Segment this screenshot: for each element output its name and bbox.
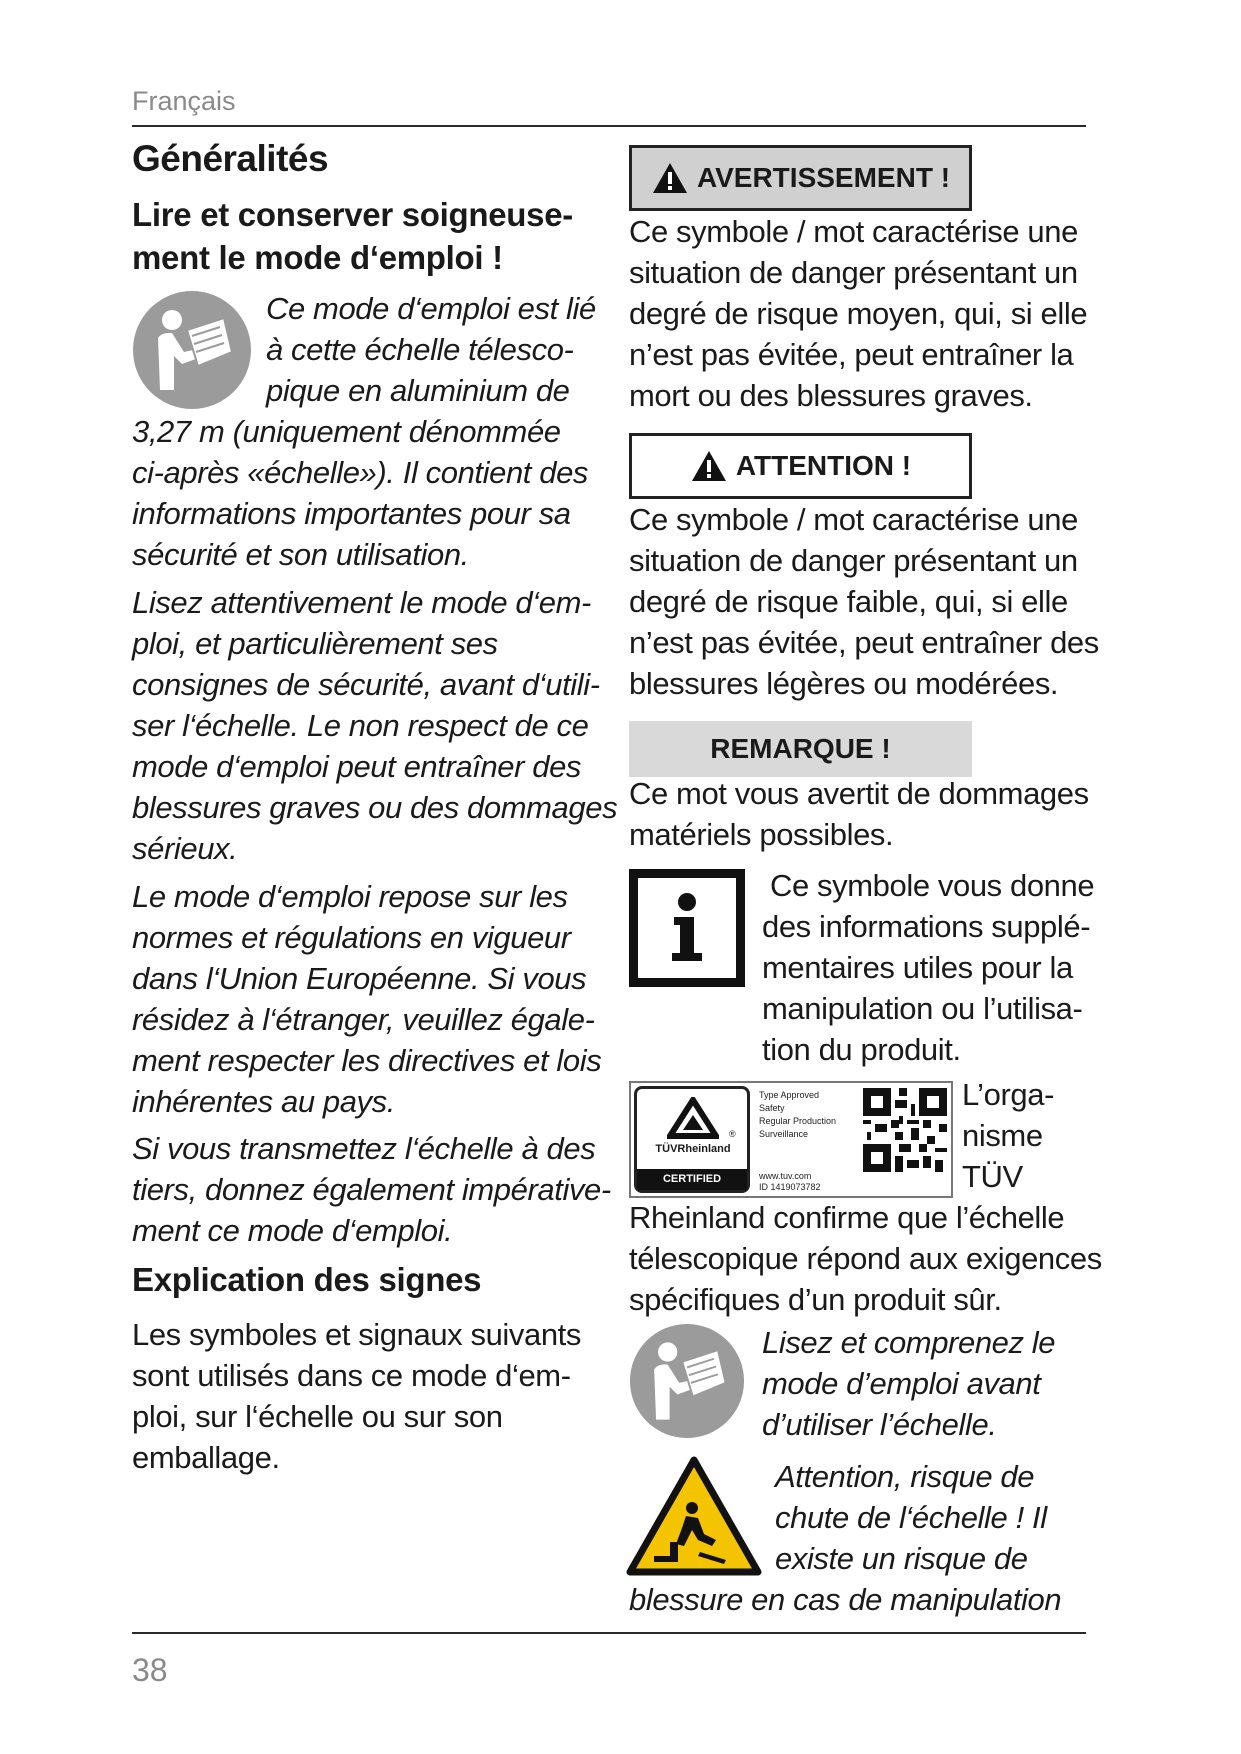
text-line: nisme	[962, 1118, 1043, 1153]
signs-paragraph	[132, 1314, 581, 1478]
header-rule	[132, 125, 1086, 127]
remark-label: REMARQUE !	[710, 733, 891, 764]
read-manual-icon	[132, 290, 252, 410]
tuv-logo-block	[634, 1086, 750, 1193]
text-line: n’est pas évitée, peut entraîner des	[629, 625, 1099, 660]
text-line: Si vous transmettez l‘échelle à des	[132, 1131, 596, 1166]
text-line: normes et régulations en vigueur	[132, 920, 571, 955]
read-manual-description	[762, 1322, 1055, 1445]
text-line: chute de l‘échelle ! Il	[775, 1500, 1047, 1535]
text-line: blessures graves ou des dommages	[132, 790, 618, 825]
text-line: résidez à l‘étranger, veuillez égale-	[132, 1002, 595, 1037]
warning-label-box	[629, 145, 972, 211]
text-line: télescopique répond aux exigences	[629, 1241, 1102, 1276]
tuv-line: Surveillance	[759, 1129, 809, 1139]
text-line: sont utilisés dans ce mode d‘em-	[132, 1358, 571, 1393]
text-line: mort ou des blessures graves.	[629, 378, 1033, 413]
text-line: situation de danger présentant un	[629, 255, 1078, 290]
text-line: à cette échelle télesco-	[266, 332, 574, 367]
text-line: sérieux.	[132, 831, 238, 866]
text-line: existe un risque de	[775, 1541, 1028, 1576]
text-line: Le mode d‘emploi repose sur les	[132, 879, 568, 914]
fall-hazard-description: blessure en cas de manipulation	[629, 1582, 1062, 1617]
remark-label-box	[629, 721, 972, 777]
text-line: Rheinland confirme que l’échelle	[629, 1200, 1065, 1235]
eu-norms-paragraph	[132, 876, 601, 1122]
subheading-line: ment le mode d‘emploi !	[132, 239, 503, 276]
text-line: dans l‘Union Européenne. Si vous	[132, 961, 587, 996]
text-line: mode d’emploi avant	[762, 1366, 1041, 1401]
footer-rule	[132, 1632, 1086, 1634]
tuv-brand: TÜVRheinland	[655, 1143, 731, 1155]
tuv-line: Regular Production	[759, 1116, 837, 1126]
text-line: 3,27 m (uniquement dénommée	[132, 414, 561, 449]
text-line: sécurité et son utilisation.	[132, 537, 469, 572]
third-party-paragraph	[132, 1128, 611, 1251]
language-label: Français	[132, 86, 236, 116]
info-icon	[629, 869, 745, 987]
tuv-id: ID 1419073782	[759, 1182, 821, 1192]
intro-text	[132, 411, 588, 575]
text-line: L’orga-	[962, 1077, 1054, 1112]
remark-description	[629, 773, 1089, 855]
text-line: mode d‘emploi peut entraîner des	[132, 749, 582, 784]
text-line: Lisez et comprenez le	[762, 1325, 1056, 1360]
text-line: Ce symbole / mot caractérise une	[629, 502, 1078, 537]
text-line: emballage.	[132, 1440, 280, 1475]
tuv-line: Safety	[759, 1103, 785, 1113]
tuv-side-text	[962, 1074, 1054, 1197]
text-line: ci-après «échelle»). Il contient des	[132, 455, 589, 490]
attention-label-box	[629, 433, 972, 499]
text-line: consignes de sécurité, avant d‘utili-	[132, 667, 600, 702]
tuv-url: www.tuv.com	[759, 1171, 812, 1181]
text-line: tiers, donnez également impérative-	[132, 1172, 611, 1207]
text-line: Attention, risque de	[775, 1459, 1035, 1494]
attention-description	[629, 499, 1099, 704]
warning-label: AVERTISSEMENT !	[696, 162, 951, 193]
warning-description	[629, 211, 1087, 416]
text-line: Lisez attentivement le mode d‘em-	[132, 585, 591, 620]
text-line: ploi, sur l‘échelle ou sur son	[132, 1399, 503, 1434]
text-line: manipulation ou l’utilisa-	[762, 991, 1083, 1026]
info-description	[762, 865, 1094, 1070]
warning-triangle-icon	[690, 449, 728, 483]
tuv-triangle-logo	[667, 1097, 719, 1139]
text-line: Les symboles et signaux suivants	[132, 1317, 581, 1352]
page-title: Généralités	[132, 138, 329, 179]
tuv-contact	[759, 1171, 821, 1193]
text-line: d’utiliser l’échelle.	[762, 1407, 997, 1442]
text-line: ment respecter les directives et lois	[132, 1043, 602, 1078]
text-line: degré de risque faible, qui, si elle	[629, 584, 1068, 619]
warning-triangle-icon	[651, 161, 689, 195]
attention-label: ATTENTION !	[735, 450, 912, 481]
text-line: matériels possibles.	[629, 817, 894, 852]
tuv-certification-label	[629, 1081, 953, 1198]
text-line: ser l‘échelle. Le non respect de ce	[132, 708, 589, 743]
tuv-description	[629, 1197, 1102, 1320]
text-line: blessures légères ou modérées.	[629, 666, 1059, 701]
text-line: ment ce mode d‘emploi.	[132, 1213, 453, 1248]
read-carefully-paragraph	[132, 582, 617, 869]
text-line: ploi, et particulièrement ses	[132, 626, 498, 661]
text-line: tion du produit.	[762, 1032, 961, 1067]
signs-heading: Explication des signes	[132, 1261, 482, 1298]
fall-hazard-description-wrapped	[775, 1456, 1047, 1579]
page-number: 38	[132, 1652, 168, 1688]
read-manual-icon	[629, 1323, 745, 1439]
text-line: pique en aluminium de	[266, 373, 570, 408]
text-line: situation de danger présentant un	[629, 543, 1078, 578]
text-line: informations importantes pour sa	[132, 496, 571, 531]
text-line: Ce mode d‘emploi est lié	[266, 291, 596, 326]
text-line: Ce symbole / mot caractérise une	[629, 214, 1078, 249]
text-line: mentaires utiles pour la	[762, 950, 1073, 985]
text-line: Ce symbole vous donne	[770, 868, 1095, 903]
info-glyph	[662, 891, 712, 965]
text-line: spécifiques d’un produit sûr.	[629, 1282, 1002, 1317]
text-line: degré de risque moyen, qui, si elle	[629, 296, 1088, 331]
qr-code-icon	[863, 1088, 947, 1172]
certified-badge: CERTIFIED	[637, 1169, 747, 1190]
text-line: inhérentes au pays.	[132, 1084, 395, 1119]
text-line: Ce mot vous avertit de dommages	[629, 776, 1089, 811]
tuv-line: Type Approved	[759, 1090, 820, 1100]
read-instructions-heading	[132, 193, 573, 279]
text-line: des informations supplé-	[762, 909, 1091, 944]
text-line: TÜV	[962, 1159, 1023, 1194]
fall-hazard-icon	[626, 1456, 762, 1576]
text-line: n’est pas évitée, peut entraîner la	[629, 337, 1074, 372]
intro-text-wrapped	[266, 288, 596, 411]
tuv-approval-list	[759, 1089, 836, 1141]
subheading-line: Lire et conserver soigneuse-	[132, 196, 573, 233]
registered-mark: ®	[729, 1129, 736, 1139]
